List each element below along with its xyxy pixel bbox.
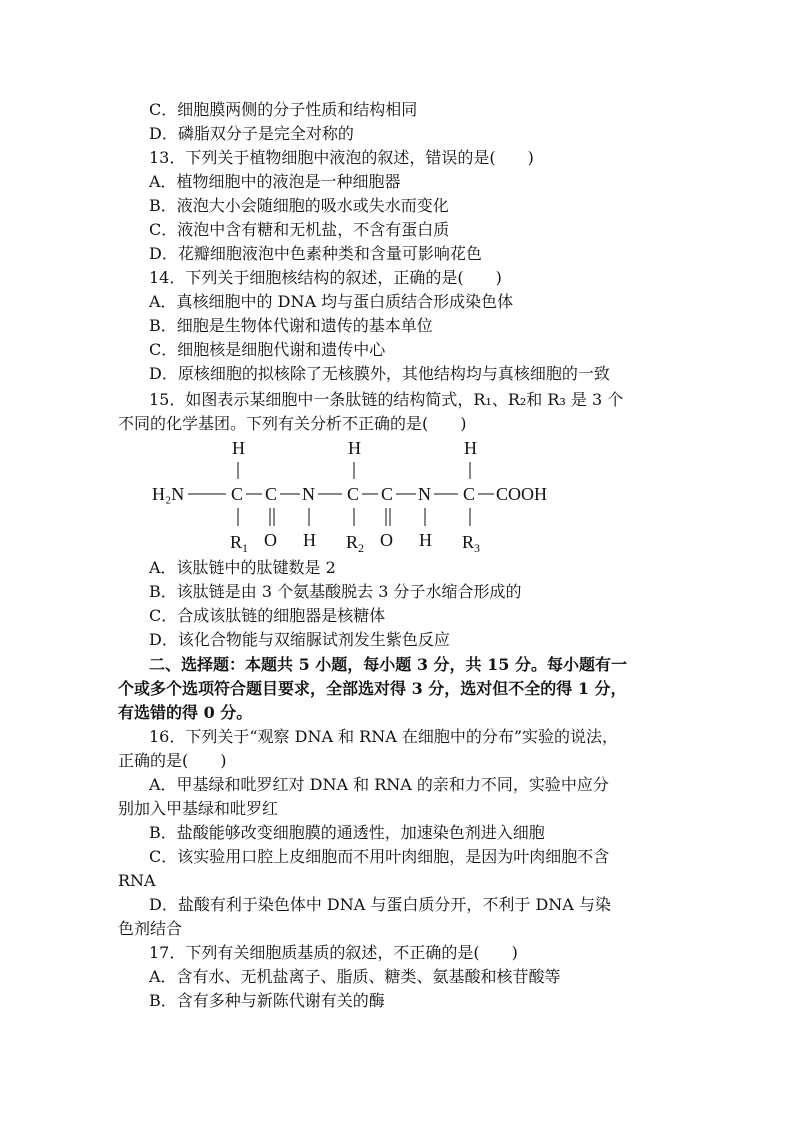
alpha-carbon-1: C — [231, 484, 244, 504]
peptide-structure-svg — [150, 434, 580, 554]
text-line: D．盐酸有利于染色体中 DNA 与蛋白质分开，不利于 DNA 与染 — [149, 895, 611, 914]
text-line: 有选错的得 0 分。 — [118, 703, 253, 722]
text-line: C．合成该肽链的细胞器是核糖体 — [149, 606, 386, 625]
text-line: 个或多个选项符合题目要求，全部选对得 3 分，选对但不全的得 1 分， — [118, 679, 627, 698]
text-line: RNA — [118, 871, 156, 890]
text-line: A．该肽链中的肽键数是 2 — [149, 558, 336, 577]
text-line: D．该化合物能与双缩脲试剂发生紫色反应 — [149, 630, 450, 649]
amino-group: H₂N — [152, 484, 185, 504]
oxygen-1: O — [264, 530, 277, 550]
text-line: D．原核细胞的拟核除了无核膜外，其他结构均与真核细胞的一致 — [149, 364, 610, 383]
text-line: B．盐酸能够改变细胞膜的通透性，加速染色剂进入细胞 — [149, 823, 545, 842]
text-line: 13．下列关于植物细胞中液泡的叙述，错误的是( ) — [149, 148, 534, 167]
text-line: 别加入甲基绿和吡罗红 — [118, 799, 279, 818]
text-line: C．细胞膜两侧的分子性质和结构相同 — [149, 100, 418, 119]
carbonyl-carbon-1: C — [265, 484, 278, 504]
text-line: B．该肽链是由 3 个氨基酸脱去 3 分子水缩合形成的 — [149, 582, 522, 601]
oxygen-2: O — [380, 530, 393, 550]
text-line: 17．下列有关细胞质基质的叙述，不正确的是( ) — [149, 943, 518, 962]
text-line: D．花瓣细胞液泡中色素种类和含量可影响花色 — [149, 244, 482, 263]
amide-nitrogen-2: N — [418, 484, 431, 504]
text-line: B．液泡大小会随细胞的吸水或失水而变化 — [149, 196, 449, 215]
text-line: A．含有水、无机盐离子、脂质、糖类、氨基酸和核苷酸等 — [149, 967, 561, 986]
carboxyl-group: COOH — [496, 484, 548, 504]
amide-h-2: H — [419, 530, 432, 550]
text-line: A．植物细胞中的液泡是一种细胞器 — [149, 172, 401, 191]
text-line: 不同的化学基团。下列有关分析不正确的是( ) — [118, 414, 467, 433]
alpha-h-2: H — [348, 438, 361, 458]
carbonyl-carbon-2: C — [381, 484, 394, 504]
text-line: 15．如图表示某细胞中一条肽链的结构简式，R₁、R₂和 R₃ 是 3 个 — [149, 390, 624, 409]
text-line: 二、选择题：本题共 5 小题，每小题 3 分，共 15 分。每小题有一 — [149, 655, 627, 674]
alpha-h-3: H — [464, 438, 477, 458]
text-line: A．真核细胞中的 DNA 均与蛋白质结合形成染色体 — [149, 292, 514, 311]
text-line: 16．下列关于“观察 DNA 和 RNA 在细胞中的分布”实验的说法， — [149, 727, 619, 746]
amide-nitrogen-1: N — [302, 484, 315, 504]
text-line: C．细胞核是细胞代谢和遗传中心 — [149, 340, 386, 359]
r-group-1: $R_1$ — [230, 532, 249, 554]
text-line: B．含有多种与新陈代谢有关的酶 — [149, 991, 385, 1010]
alpha-h-1: H — [232, 438, 245, 458]
text-line: 14．下列关于细胞核结构的叙述，正确的是( ) — [149, 268, 502, 287]
peptide-structure-diagram — [150, 434, 580, 554]
text-line: 色剂结合 — [118, 919, 183, 938]
text-line: B．细胞是生物体代谢和遗传的基本单位 — [149, 316, 433, 335]
alpha-carbon-3: C — [463, 484, 476, 504]
alpha-carbon-2: C — [347, 484, 360, 504]
text-line: C．液泡中含有糖和无机盐，不含有蛋白质 — [149, 220, 450, 239]
text-line: D．磷脂双分子是完全对称的 — [149, 124, 354, 143]
r-group-2: $R_2$ — [346, 532, 365, 554]
r-group-3: $R_3$ — [462, 532, 481, 554]
text-line: 正确的是( ) — [118, 751, 227, 770]
text-line: A．甲基绿和吡罗红对 DNA 和 RNA 的亲和力不同，实验中应分 — [149, 775, 609, 794]
text-line: C．该实验用口腔上皮细胞而不用叶肉细胞，是因为叶肉细胞不含 — [149, 847, 610, 866]
amide-h-1: H — [303, 530, 316, 550]
